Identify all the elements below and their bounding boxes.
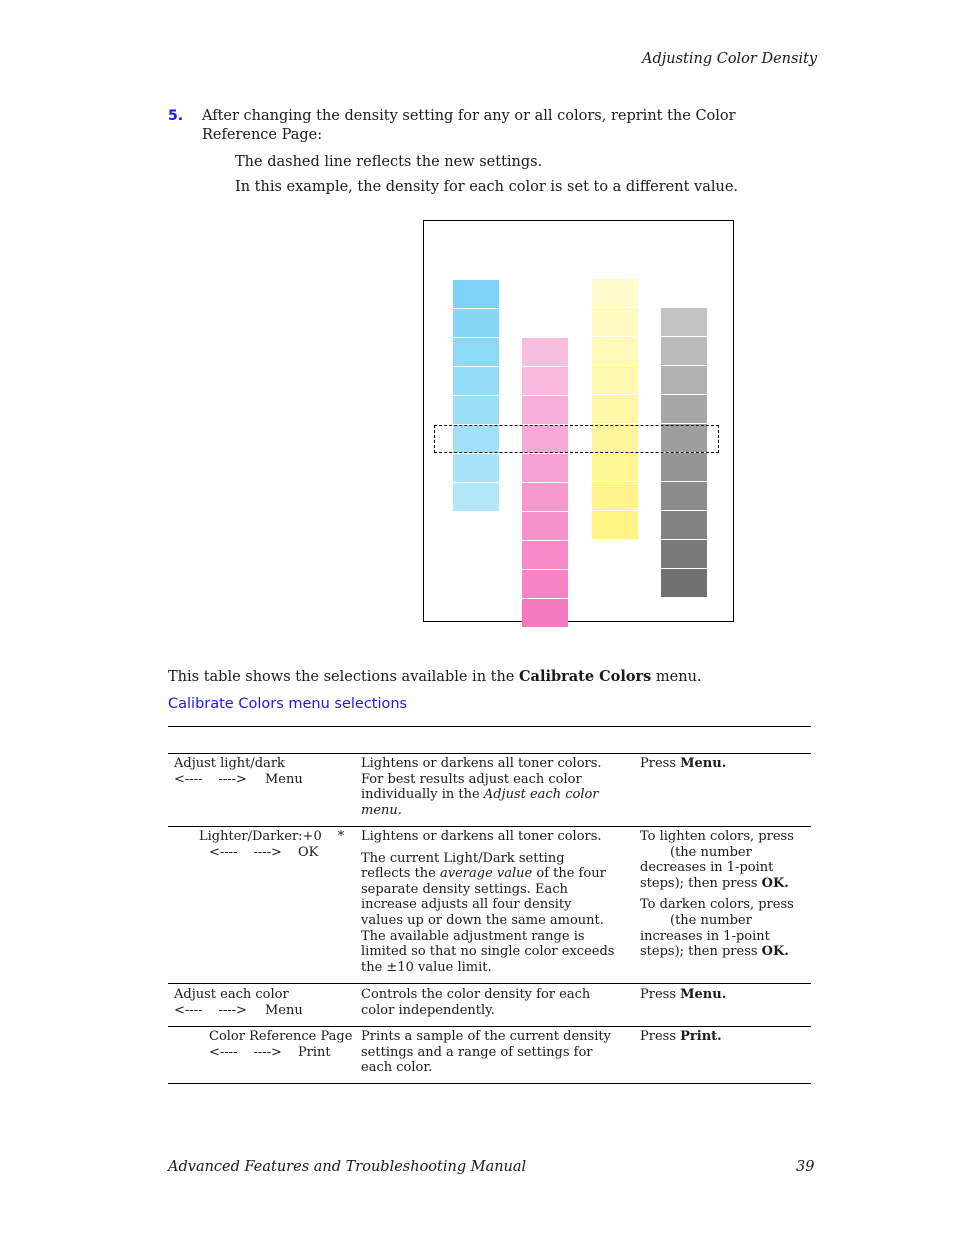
- running-footer-title: Advanced Features and Troubleshooting Manual: [168, 1159, 527, 1175]
- cyan-density-patch: [453, 280, 499, 309]
- black-density-patch: [661, 395, 707, 424]
- table-row-lighter-darker-action: To lighten colors, press (the number decreases in 1-point steps); then press OK. To darken colors, press (the number increases in 1-point steps); then press OK.: [640, 829, 794, 960]
- magenta-density-patch: [522, 541, 568, 570]
- table-row-adjust-light-dark-description: Lightens or darkens all toner colors. For best results adjust each color individually in the Adjust each color menu.: [361, 756, 602, 818]
- table-row-adjust-light-dark-action: Press Menu.: [640, 756, 727, 771]
- yellow-density-patch: [592, 337, 638, 366]
- table-row-color-reference-page-description: Prints a sample of the current density settings and a range of settings for each color.: [361, 1029, 611, 1076]
- table-row-adjust-each-color-action: Press Menu.: [640, 987, 727, 1002]
- magenta-density-patch: [522, 396, 568, 425]
- table-row-color-reference-page-item: Color Reference Page <---- ----> Print: [209, 1029, 353, 1060]
- step-number: 5.: [168, 108, 184, 124]
- page-number: 39: [796, 1159, 815, 1175]
- magenta-density-patch: [522, 483, 568, 512]
- yellow-patch-column: [592, 279, 638, 540]
- black-density-patch: [661, 569, 707, 598]
- cyan-density-patch: [453, 454, 499, 483]
- magenta-density-patch: [522, 367, 568, 396]
- yellow-density-patch: [592, 279, 638, 308]
- table-bottom-rule: [168, 1083, 811, 1084]
- row-divider: [168, 983, 811, 984]
- black-density-patch: [661, 511, 707, 540]
- table-row-lighter-darker-description: Lightens or darkens all toner colors. The current Light/Dark setting reflects the average value of the four separate density settings. Each increase adjusts all four density values up or down the same amount. The available adjustment range is limited so that no single color exceeds the ±10 value limit.: [361, 829, 615, 975]
- step-note-dashed-line: The dashed line reflects the new settings.: [235, 154, 543, 170]
- cyan-density-patch: [453, 367, 499, 396]
- black-density-patch: [661, 453, 707, 482]
- color-reference-figure: [423, 220, 734, 622]
- table-top-rule: [168, 726, 811, 727]
- black-density-patch: [661, 540, 707, 569]
- step-text: After changing the density setting for any or all colors, reprint the Color Reference Page:: [202, 108, 736, 143]
- magenta-density-patch: [522, 512, 568, 541]
- row-divider: [168, 826, 811, 827]
- cyan-density-patch: [453, 338, 499, 367]
- cyan-density-patch: [453, 483, 499, 512]
- magenta-density-patch: [522, 454, 568, 483]
- magenta-patch-column: [522, 338, 568, 628]
- table-header-rule: [168, 753, 811, 754]
- yellow-density-patch: [592, 482, 638, 511]
- table-row-color-reference-page-action: Press Print.: [640, 1029, 722, 1044]
- yellow-density-patch: [592, 395, 638, 424]
- cyan-density-patch: [453, 309, 499, 338]
- dashed-density-line: [434, 425, 719, 453]
- running-header: Adjusting Color Density: [642, 51, 818, 67]
- magenta-density-patch: [522, 338, 568, 367]
- step-note-example: In this example, the density for each color is set to a different value.: [235, 179, 739, 195]
- table-row-adjust-each-color-description: Controls the color density for each color independently.: [361, 987, 591, 1018]
- black-density-patch: [661, 366, 707, 395]
- yellow-density-patch: [592, 453, 638, 482]
- black-density-patch: [661, 308, 707, 337]
- table-row-lighter-darker-item: Lighter/Darker:+0 * <---- ----> OK: [199, 829, 345, 860]
- yellow-density-patch: [592, 366, 638, 395]
- table-caption: Calibrate Colors menu selections: [168, 696, 408, 712]
- row-divider: [168, 1026, 811, 1027]
- table-row-adjust-light-dark-item: Adjust light/dark <---- ----> Menu: [174, 756, 303, 787]
- black-density-patch: [661, 337, 707, 366]
- magenta-density-patch: [522, 570, 568, 599]
- cyan-density-patch: [453, 396, 499, 425]
- table-intro: This table shows the selections available in the Calibrate Colors menu.: [168, 668, 702, 685]
- yellow-density-patch: [592, 308, 638, 337]
- table-row-adjust-each-color-item: Adjust each color <---- ----> Menu: [174, 987, 303, 1018]
- yellow-density-patch: [592, 511, 638, 540]
- black-patch-column: [661, 308, 707, 598]
- cyan-patch-column: [453, 280, 499, 512]
- black-density-patch: [661, 482, 707, 511]
- magenta-density-patch: [522, 599, 568, 628]
